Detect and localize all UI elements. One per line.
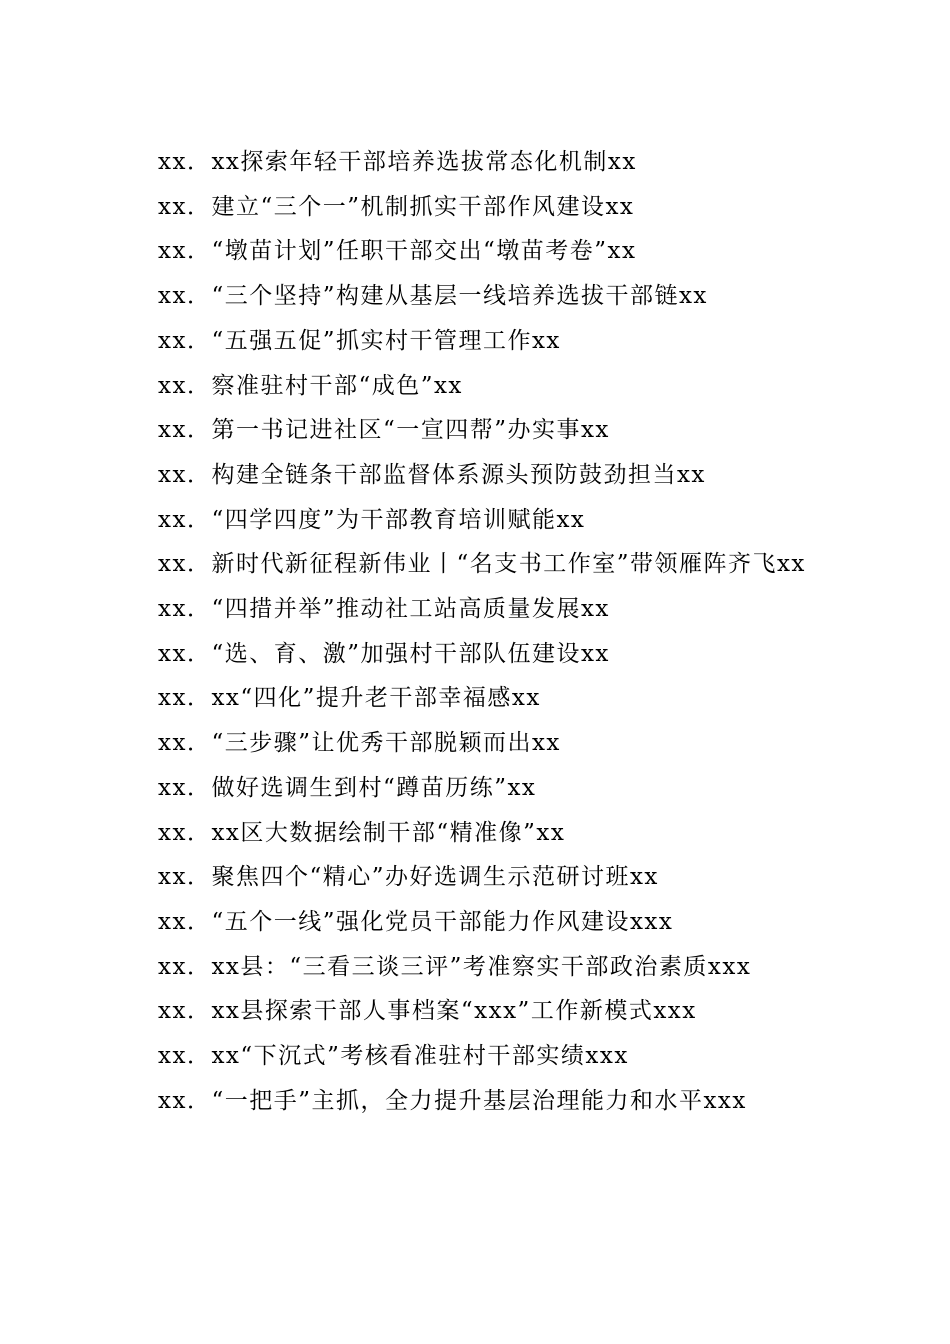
list-item: xx．“四学四度”为干部教育培训赋能xx [158,506,586,533]
list-item: xx．“五个一线”强化党员干部能力作风建设xxx [158,908,674,935]
list-item: xx．“一把手”主抓，全力提升基层治理能力和水平xxx [158,1087,747,1114]
list-item: xx．xx“下沉式”考核看准驻村干部实绩xxx [158,1043,629,1070]
list-item: xx．xx县探索干部人事档案“xxx”工作新模式xxx [158,998,697,1025]
list-item: xx．xx探索年轻干部培养选拔常态化机制xx [158,149,637,175]
list-item: xx．xx区大数据绘制干部“精准像”xx [158,819,566,846]
list-item: xx．“三个坚持”构建从基层一线培养选拔干部链xx [158,283,708,310]
list-item: xx．“三步骤”让优秀干部脱颖而出xx [158,730,561,757]
list-item: xx．新时代新征程新伟业丨“名支书工作室”带领雁阵齐飞xx [158,551,806,578]
list-item: xx．“四措并举”推动社工站高质量发展xx [158,596,610,623]
list-item: xx．“五强五促”抓实村干管理工作xx [158,327,561,354]
list-item: xx．“选、育、激”加强村干部队伍建设xx [158,640,610,667]
list-item: xx．构建全链条干部监督体系源头预防鼓劲担当xx [158,461,706,488]
article-list [118,140,838,1123]
list-item: xx．建立“三个一”机制抓实干部作风建设xx [158,193,635,220]
list-item: xx．察准驻村干部“成色”xx [158,372,463,399]
list-item: xx．第一书记进社区“一宣四帮”办实事xx [158,417,610,444]
list-item: xx．做好选调生到村“蹲苗历练”xx [158,774,537,801]
list-item: xx．xx县：“三看三谈三评”考准察实干部政治素质xxx [158,953,752,980]
list-item: xx．“墩苗计划”任职干部交出“墩苗考卷”xx [158,238,637,265]
list-item: xx．xx“四化”提升老干部幸福感xx [158,685,541,712]
list-item: xx．聚焦四个“精心”办好选调生示范研讨班xx [158,864,659,891]
